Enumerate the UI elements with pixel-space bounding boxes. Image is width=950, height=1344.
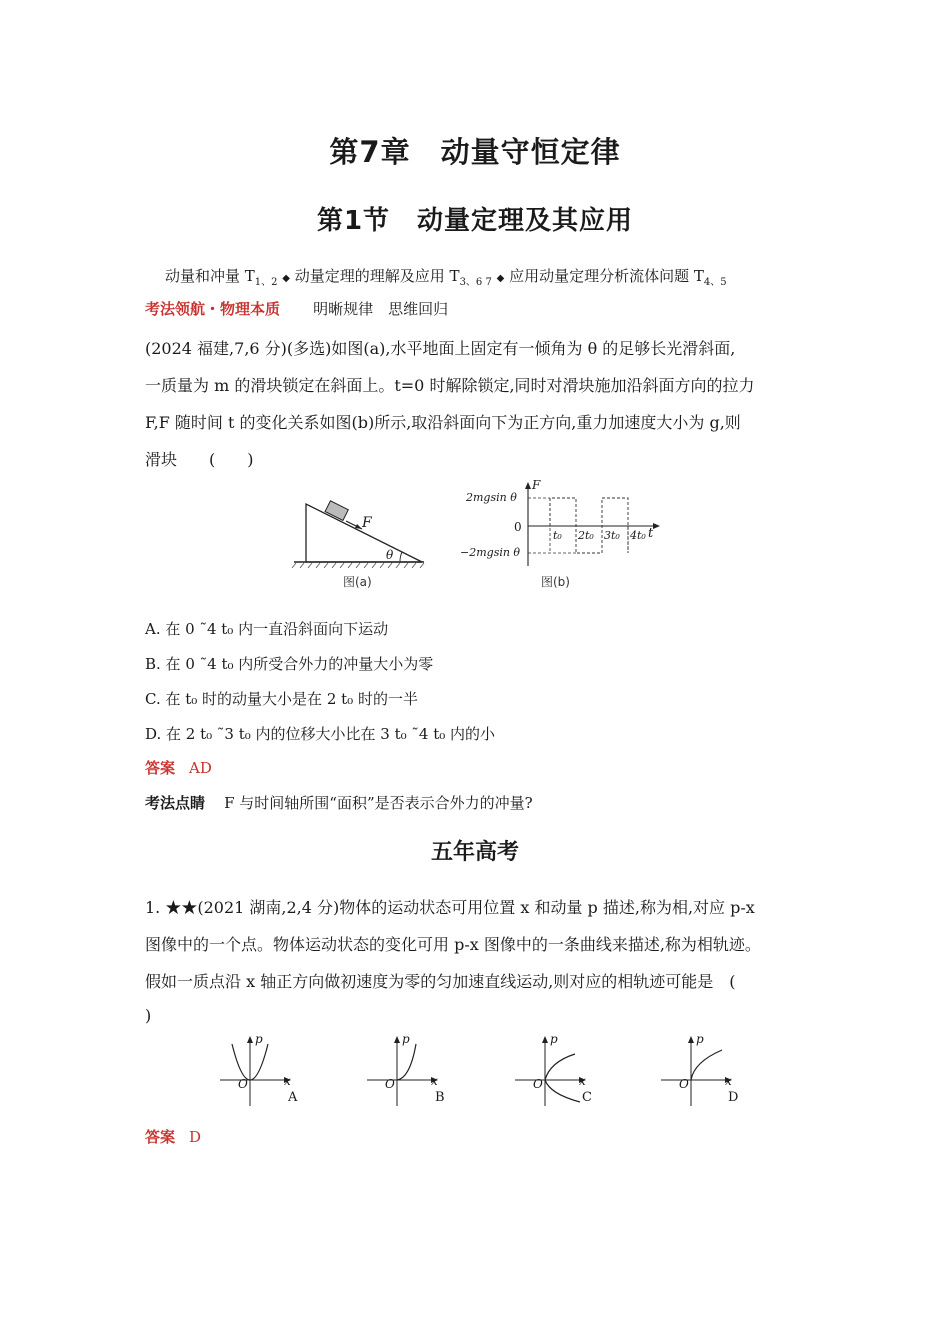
graph-d-x-label: x — [725, 1074, 732, 1088]
figure-b-tick-1: t₀ — [553, 529, 562, 542]
graph-b-letter: B — [435, 1090, 445, 1105]
figure-b-tick-4: 4t₀ — [630, 529, 646, 542]
q1-line-4: ) — [145, 1006, 152, 1025]
problem-line-3: F,F 随时间 t 的变化关系如图(b)所示,取沿斜面向下为正方向,重力加速度大小为 g,则 — [145, 413, 741, 432]
graph-b-x-label: x — [431, 1074, 438, 1088]
figure-a-angle-label: θ — [386, 548, 394, 562]
figure-b-t-axis: t — [648, 526, 654, 541]
q1-line-3: 假如一质点沿 x 轴正方向做初速度为零的匀加速直线运动,则对应的相轨迹可能是 ( — [145, 972, 736, 991]
graph-c-letter: C — [582, 1090, 592, 1105]
graph-d-letter: D — [728, 1090, 739, 1105]
answer-label: 答案 — [145, 759, 176, 777]
option-d: D. 在 2 t₀ ˜3 t₀ 内的位移大小比在 3 t₀ ˜4 t₀ 内的小 — [145, 725, 496, 743]
q1-answer-label: 答案 — [145, 1128, 176, 1146]
graph-a-letter: A — [288, 1090, 298, 1105]
figure-b-f-axis: F — [532, 478, 541, 492]
focus-label: 考法点睛 — [145, 794, 206, 812]
five-year-title: 五年高考 — [430, 840, 519, 865]
graph-c-p-label: p — [550, 1032, 558, 1046]
graph-d-origin: O — [679, 1077, 689, 1091]
guide-label: 考法领航・物理本质 — [145, 300, 281, 318]
figure-b-tick-3: 3t₀ — [604, 529, 620, 542]
graph-b-p-label: p — [402, 1032, 410, 1046]
graph-c-x-label: x — [579, 1074, 586, 1088]
figure-b-pos-value: 2mgsin θ — [466, 491, 517, 504]
option-c: C. 在 t₀ 时的动量大小是在 2 t₀ 时的一半 — [145, 690, 418, 708]
figure-b-zero: 0 — [514, 520, 522, 534]
problem-line-1: (2024 福建,7,6 分)(多选)如图(a),水平地面上固定有一倾角为 θ 的足够长光滑斜面, — [145, 339, 736, 358]
q1-answer-value: D — [189, 1128, 202, 1146]
option-b: B. 在 0 ˜4 t₀ 内所受合外力的冲量大小为零 — [145, 655, 434, 673]
topic-3-sub: 4、5 — [703, 277, 727, 288]
guide-header — [145, 298, 448, 319]
figure-b-caption: 图(b) — [541, 575, 570, 589]
q1-line-1: 1. ★★(2021 湖南,2,4 分)物体的运动状态可用位置 x 和动量 p 描述,称为相,对应 p-x — [145, 898, 755, 917]
topic-1-sub: 1、2 — [254, 277, 278, 288]
q1-answer-row — [145, 1126, 201, 1147]
q1-line-2: 图像中的一个点。物体运动状态的变化可用 p-x 图像中的一条曲线来描述,称为相轨迹。 — [145, 935, 761, 954]
topic-2: 动量定理的理解及应用 T — [294, 267, 460, 285]
bullet-icon: ◆ — [282, 273, 290, 284]
answer-row — [145, 757, 212, 778]
section-title: 第1节 动量定理及其应用 — [316, 206, 634, 236]
guide-subtitle: 明晰规律 思维回归 — [313, 300, 449, 318]
figure-b-graph — [520, 478, 665, 570]
figure-b-neg-value: −2mgsin θ — [460, 546, 521, 559]
problem-line-2: 一质量为 m 的滑块锁定在斜面上。t=0 时解除锁定,同时对滑块施加沿斜面方向的拉力 — [145, 376, 755, 395]
topic-list — [165, 265, 727, 288]
graph-d-p-label: p — [696, 1032, 704, 1046]
topic-3: 应用动量定理分析流体问题 T — [509, 267, 704, 285]
figure-b-tick-2: 2t₀ — [578, 529, 594, 542]
bullet-icon: ◆ — [496, 273, 505, 284]
figure-a-force-label: F — [362, 515, 372, 531]
option-a: A. 在 0 ˜4 t₀ 内一直沿斜面向下运动 — [145, 620, 389, 638]
graph-a-x-label: x — [284, 1074, 291, 1088]
graph-a-p-label: p — [255, 1032, 263, 1046]
topic-2-sub: 3、6 7 — [459, 277, 492, 288]
graph-c-origin: O — [533, 1077, 543, 1091]
graph-a-origin: O — [238, 1077, 248, 1091]
chapter-title: 第7章 动量守恒定律 — [329, 135, 621, 169]
graph-b-origin: O — [385, 1077, 395, 1091]
answer-value: AD — [189, 759, 212, 777]
problem-line-4: 滑块 ( ) — [145, 450, 254, 469]
figure-a-caption: 图(a) — [343, 575, 372, 589]
focus-row — [145, 792, 533, 813]
focus-text: F 与时间轴所围“面积”是否表示合外力的冲量? — [224, 794, 533, 812]
topic-1: 动量和冲量 T — [165, 267, 255, 285]
